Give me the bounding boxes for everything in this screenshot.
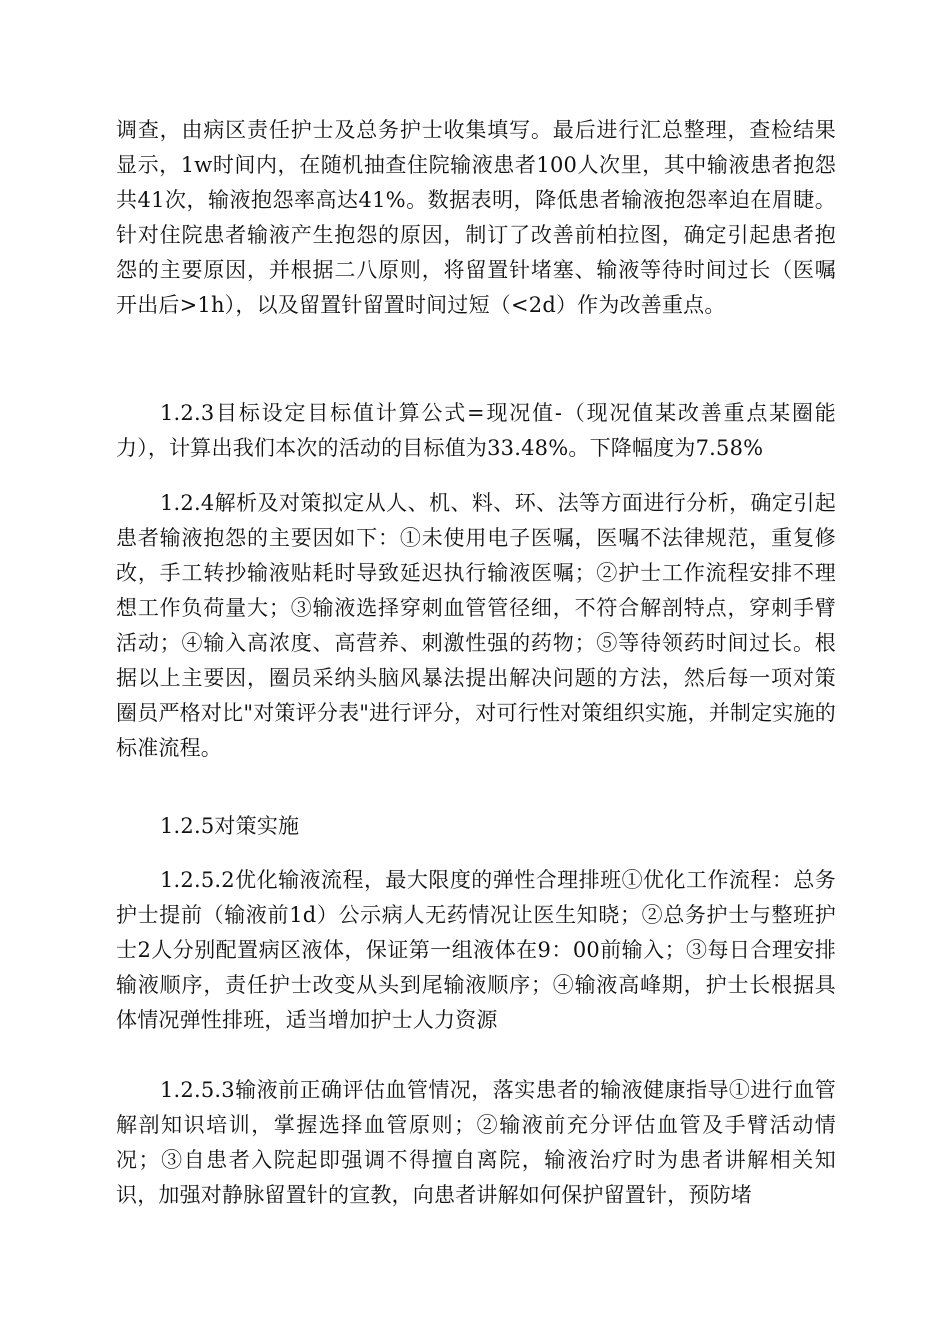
section-heading-implementation: 1.2.5对策实施 [160,814,300,838]
paragraph-analysis-countermeasures: 1.2.4解析及对策拟定从人、机、料、环、法等方面进行分析，确定引起患者输液抱怨的主要因如下：①未使用电子医嘱，医嘱不法律规范，重复修改，手工转抄输液贴耗时导致延迟执行输液医嘱；②护士工作流程安排不理想工作负荷量大；③输液选择穿刺血管管径细，不符合解剖特点，穿刺手臂活动；④输入高浓度、高营养、刺激性强的药物；⑤等待领药时间过长。根据以上主要因，圈员采纳头脑风暴法提出解决问题的方法，然后每一项对策圈员严格对比"对策评分表"进行评分，对可行性对策组织实施，并制定实施的标准流程。 [116,491,836,760]
paragraph-survey-results: 调查，由病区责任护士及总务护士收集填写。最后进行汇总整理，查检结果显示，1w时间内，在随机抽查住院输液患者100人次里，其中输液患者抱怨共41次，输液抱怨率高达41%。数据表明，降低患者输液抱怨率迫在眉睫。针对住院患者输液产生抱怨的原因，制订了改善前柏拉图，确定引起患者抱怨的主要原因，并根据二八原则，将留置针堵塞、输液等待时间过长（医嘱开出后>1h），以及留置针留置时间过短（<2d）作为改善重点。 [116,118,836,317]
paragraph-target-setting: 1.2.3目标设定目标值计算公式=现况值-（现况值某改善重点某圈能力），计算出我们本次的活动的目标值为33.48%。下降幅度为7.58% [116,401,836,460]
paragraph-vessel-assessment: 1.2.5.3输液前正确评估血管情况，落实患者的输液健康指导①进行血管解剖知识培训，掌握选择血管原则；②输液前充分评估血管及手臂活动情况；③自患者入院起即强调不得擅自离院，输液治疗时为患者讲解相关知识，加强对静脉留置针的宣教，向患者讲解如何保护留置针，预防堵 [116,1078,836,1207]
paragraph-optimize-infusion-process: 1.2.5.2优化输液流程，最大限度的弹性合理排班①优化工作流程：总务护士提前（输液前1d）公示病人无药情况让医生知晓；②总务护士与整班护士2人分别配置病区液体，保证第一组液体在9：00前输入；③每日合理安排输液顺序，责任护士改变从头到尾输液顺序；④输液高峰期，护士长根据具体情况弹性排班，适当增加护士人力资源 [116,868,836,1032]
